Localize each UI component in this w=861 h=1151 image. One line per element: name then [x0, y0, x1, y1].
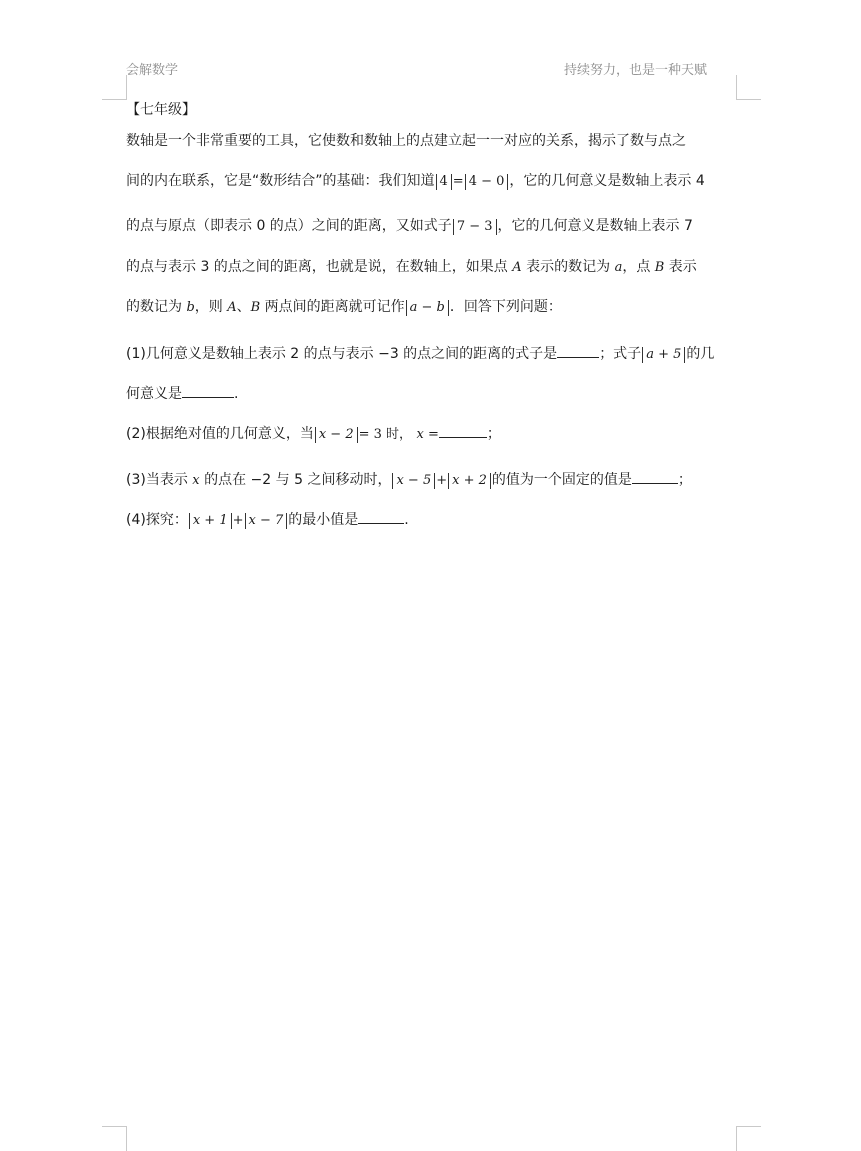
question-text: ；	[486, 426, 501, 442]
intro-text: 、	[236, 299, 251, 315]
intro-text: ，它的几何意义是数轴上表示 4	[509, 173, 705, 189]
intro-text: ，则	[194, 299, 223, 315]
answer-blank[interactable]	[182, 383, 234, 398]
crop-mark-top-right	[736, 75, 761, 100]
intro-line-2	[126, 171, 705, 192]
abs-expression: x − 2	[315, 427, 358, 443]
question-3	[126, 469, 692, 491]
intro-text: 的数记为	[126, 299, 182, 315]
abs-expression: 7 − 3	[453, 219, 497, 235]
answer-blank[interactable]	[439, 423, 487, 438]
intro-text: 数轴是一个非常重要的工具，它使数和数轴上的点建立起一一对应的关系，揭示了数与点之	[126, 133, 686, 149]
question-text: .	[234, 386, 239, 402]
crop-mark-bottom-right	[736, 1126, 761, 1151]
grade-label: 【七年级】	[126, 102, 196, 118]
intro-line-5	[126, 297, 562, 318]
abs-expression: x + 1	[189, 513, 232, 529]
answer-blank[interactable]	[632, 469, 678, 484]
answer-blank[interactable]	[358, 509, 404, 524]
question-text: (2)根据绝对值的几何意义，当	[126, 426, 314, 442]
abs-expression: x + 2	[448, 473, 491, 489]
intro-text: ，点	[622, 259, 651, 275]
intro-text: 间的内在联系，它是“数形结合”的基础：我们知道	[126, 173, 435, 189]
intro-text: 的点与原点（即表示 0 的点）之间的距离，又如式子	[126, 218, 452, 234]
header-right: 持续努力，也是一种天赋	[563, 63, 707, 78]
intro-text: 的点与表示 3 的点之间的距离，也就是说，在数轴上，如果点	[126, 259, 508, 275]
intro-line-4	[126, 257, 697, 278]
header-left: 会解数学	[126, 63, 179, 78]
intro-text: ，它的几何意义是数轴上表示 7	[497, 218, 693, 234]
abs-expression: a + 5	[642, 347, 685, 363]
intro-text: 表示的数记为	[526, 259, 611, 275]
crop-mark-bottom-left	[102, 1126, 127, 1151]
question-text: ；	[677, 472, 692, 488]
variable-x: x =	[416, 427, 439, 442]
question-2	[126, 423, 501, 445]
question-text: (3)当表示	[126, 472, 188, 488]
intro-line-3	[126, 216, 693, 236]
question-text: 的几	[686, 346, 715, 362]
point-B: B	[250, 300, 261, 315]
abs-expression: x − 5	[392, 473, 435, 489]
variable-a: a	[614, 260, 623, 275]
question-text: 的点在 −2 与 5 之间移动时，	[204, 472, 392, 488]
question-text: (4)探究：	[126, 512, 188, 528]
equals-sign: =	[452, 174, 464, 189]
intro-line-1	[126, 131, 686, 151]
plus-sign: +	[232, 513, 244, 528]
question-text: 的值为一个固定的值是	[491, 472, 632, 488]
intro-text: 两点间的距离就可记作	[264, 299, 405, 315]
abs-expression: 4 − 0	[465, 174, 509, 190]
plus-sign: +	[436, 473, 448, 488]
question-text: 的最小值是	[288, 512, 359, 528]
question-text: ；式子	[599, 346, 642, 362]
intro-text: ．回答下列问题：	[449, 299, 562, 315]
question-text: 何意义是	[126, 386, 182, 402]
crop-mark-top-left	[102, 75, 127, 100]
abs-expression: x − 7	[245, 513, 288, 529]
abs-expression: a − b	[406, 300, 449, 316]
question-4	[126, 509, 409, 531]
variable-x: x	[192, 473, 200, 488]
point-A: A	[227, 300, 237, 315]
answer-blank[interactable]	[557, 343, 599, 358]
question-text: .	[404, 512, 409, 528]
question-text: (1)几何意义是数轴上表示 2 的点与表示 −3 的点之间的距离的式子是	[126, 346, 558, 362]
question-1-line-1	[126, 343, 714, 364]
abs-expression: 4	[436, 174, 452, 190]
intro-text: 表示	[668, 259, 697, 275]
question-1-line-2	[126, 383, 238, 404]
equation-text: = 3 时，	[358, 427, 413, 442]
point-A: A	[512, 260, 522, 275]
point-B: B	[654, 260, 665, 275]
variable-b: b	[186, 300, 195, 315]
